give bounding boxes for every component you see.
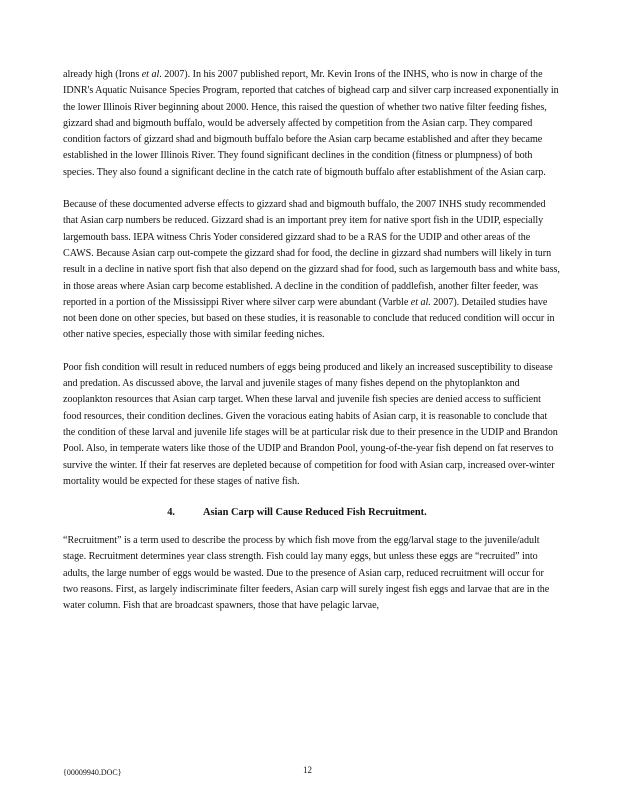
paragraph-4-text: “Recruitment” is a term used to describe the process by which fish move from the egg/larval stage to the juvenile/adult stage. Recruitment determines year class strength. Fish could lay many eggs, but unless these eggs are “recruited” into adults, the large number of eggs would be wasted. Due to the presence of Asian carp, reduced recruitment will occur for two reasons. First, as largely indiscriminate filter feeders, Asian carp will surely ingest fish eggs and larvae that are in the water column. Fish that are broadcast spawners, those that have pelagic larvae, <box>63 535 550 612</box>
body-paragraph-1 <box>63 67 561 181</box>
paragraph-2-part-1: Because of these documented adverse effects to gizzard shad and bigmouth buffalo, the 2007 INHS study recommended that Asian carp numbers be reduced. Gizzard shad is an important prey item for native sport fish in the UDIP, especially largemouth bass. IEPA witness Chris Yoder considered gizzard shad to be a RAS for the UDIP and other areas of the CAWS. Because Asian carp out-compete the gizzard shad for food, the decline in gizzard shad numbers will likely in turn result in a decline in native sport fish that also depend on the gizzard shad for food, such as largemouth bass and white bass, in those areas where Asian carp become established. A decline in the condition of paddlefish, another filter feeder, was reported in a portion of the Mississippi River where silver carp were abundant (Varble <box>63 199 560 308</box>
footer-document-id: {00009940.DOC} <box>63 768 122 777</box>
body-paragraph-2 <box>63 197 561 344</box>
paragraph-2-italic-et-al: et al. <box>410 296 431 308</box>
section-number: 4. <box>167 507 175 519</box>
paragraph-1-part-3: . 2007). In his 2007 published report, Mr. Kevin Irons of the INHS, who is now in charge of the IDNR's Aquatic Nuisance Species Program, reported that catches of bighead carp and silver carp increased exponentially in the lower Illinois River beginning about 2000. Hence, this raised the question of whether two native filter feeding fishes, gizzard shad and bigmouth buffalo, would be adversely affected by competition from the Asian carp. They compared condition factors of gizzard shad and bigmouth buffalo before the Asian carp became established and after they became established in the lower Illinois River. They found significant declines in the condition (fitness or plumpness) of both species. They also found a significant decline in the catch rate of bigmouth buffalo after establishment of the Asian carp. <box>63 69 559 178</box>
body-paragraph-4 <box>63 533 561 614</box>
footer-page-number: 12 <box>303 765 312 775</box>
document-page <box>63 67 561 615</box>
paragraph-1-italic-et-al: et al <box>141 69 160 80</box>
paragraph-3-text: Poor fish condition will result in reduced numbers of eggs being produced and likely an increased susceptibility to disease and predation. As discussed above, the larval and juvenile stages of many fishes depend on the phytoplankton and zooplankton resources that Asian carp target. When these larval and juvenile fish species are denied access to sufficient food resources, their condition declines. Given the voracious eating habits of Asian carp, it is reasonable to conclude that the condition of these larval and juvenile life stages will be at particular risk due to their presence in the UDIP and Brandon Pool. Also, in temperate waters like those of the UDIP and Brandon Pool, young-of-the-year fish depend on fat reserves to survive the winter. If their fat reserves are depleted because of competition for food with Asian carp, increased over-winter mortality would be expected for these stages of native fish. <box>63 361 558 487</box>
body-paragraph-3 <box>63 360 561 490</box>
section-heading <box>63 505 561 521</box>
section-title: Asian Carp will Cause Reduced Fish Recruitment. <box>203 507 427 519</box>
paragraph-1-part-1: already high (Irons <box>63 69 142 80</box>
paragraph-2-part-3: 2007). Detailed studies have not been done on other species, but based on these studies, it is reasonable to conclude that reduced condition will occur in other native species, especially those with similar feeding niches. <box>63 296 555 341</box>
